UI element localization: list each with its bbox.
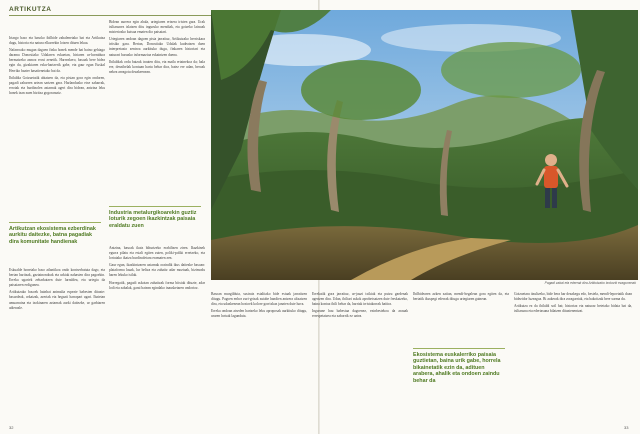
pull-quote: Industria metalurgikoarekin guztiz loturik zegoen ikazkintzak paisaia eraldatu zuen — [109, 206, 201, 229]
page-number: 33 — [624, 425, 629, 430]
paragraph: Basoan murgilduta, sustraiz estalitako bide estuak jarraitzen ditugu. Pagoen enbor zuri-grisak zutabe handien antzera altxatzen dira, eta udazkenean hostoek kolore gorrixkaz janzten dute lurra. — [211, 292, 307, 307]
paragraph: Eskualde honetako baso atlantikoa ondo kontserbatuta dago, eta bertan haritzak, gaztainondoak eta urkiak nahasten dira pagoekin. Erreka ugariek zeharkatzen dute lurraldea, eta urtegia da paisaiaren erdigunea. — [9, 268, 105, 288]
paragraph: Artikutza ez da ibilaldi soil bat; historiaz eta naturaz betetako bidaia bat da, isiltasuna eta edertasuna bilatzen dituztenentzat. — [514, 304, 632, 314]
paragraph: Erreka ondoan atseden hartzeko leku aproposak aurkituko ditugu, uraren hotsak lagunduta. — [211, 309, 307, 319]
body-column — [109, 246, 205, 418]
pull-quote: Ekosistema euskalerriko paisaia guztietan, baina urik gabe, horrela bikainetatik ezin da, adituen arabera, ahalik eta ondoen zaindu behar da — [413, 348, 505, 384]
landscape-photo — [211, 10, 638, 280]
body-column — [514, 292, 632, 420]
paragraph: Bidean aurrera egin ahala, urtegiaren ertzera iristen gara. Urak isiltasunez islatzen ditu inguruko mendiak, eta goizeko lainoak misteriozko kutsua ematen dio paisaiari. — [109, 20, 205, 35]
page-number: 32 — [9, 425, 14, 430]
paragraph: Ibilbidearen azken zatian, mendi-hegalean gora egiten da, eta bertatik ikuspegi ederrak ditugu urtegiaren gainean. — [413, 292, 509, 302]
paragraph: Errekatik gora jarraituz, ur-jauzi txikiak eta putzu gardenak agertzen dira. Udan, ibiltari askok aprobetxatzen dute freskatzeko, baina kontuz ibili behar da, harriak irristakorrak baitira. — [312, 292, 408, 307]
photo-caption: Pagadi zabal eta ederrak dira Artikutzako txokorik ezagunenak — [544, 281, 636, 285]
body-column — [9, 268, 105, 418]
paragraph: Ibilaldia Goizuetatik abiatzen da, eta pistan gora egin ondoren, pagadi zaharren artean sartzen gara. Harlanduzko etxe zaharrak, errotak eta burdinolen aztarnak ageri dira bidean, antzina leku honek izan zuen bizitza gogoraraziz. — [9, 75, 105, 95]
lead-column — [9, 36, 105, 216]
paragraph: Urtegiaren ondoan dagoen pista jarraituz, Artikutzako herrixkara iritsiko gara. Bertan, Donostiako Udalak kudeatzen duen interpretazio zentroa aurkituko dugu, finkaren historiari eta naturari buruzko informazioa eskaintzen duena. — [109, 37, 205, 57]
section-label: ARTIKUTZA — [9, 6, 52, 13]
pull-quote: Artikutzan ekosistema ezberdinak aurkitu daitezke, batna pagadiak dira komunitate handienak — [9, 222, 101, 245]
body-column — [211, 292, 307, 420]
paragraph: Gaur egun, ikazkintzaren aztarnak oraindik ikus daitezke basoan: plataforma lauak, lur beltza eta zuhaitz adar moztuak, bizimodu haren lekuko isilak. — [109, 263, 205, 278]
body-column — [109, 20, 205, 200]
body-column — [312, 292, 408, 420]
paragraph: Goizuetara itzultzeko, bide bera har dezakegu edo, bestela, mendi-lepoetatik doan bidezidor luzeagoa. Bi aukerak dira zoragarriak, eta bakoitzak bere xarma du. — [514, 292, 632, 302]
paragraph: Ingurune hau babestua dagoenez, ezinbestekoa da arauak errespetatzea eta zaborrik ez uztea. — [312, 309, 408, 319]
paragraph: Horregatik, pagadi askotan zuhaitzak forma bitxiak dituzte, adar lodi eta zabalak, garai batean egindako inausketaren ondorioz. — [109, 280, 205, 290]
paragraph: Iriargo baso eta basoko ibilbide zabalenetako bat eta Artikutza dugu, historia eta natura elkarrekin lotzen dituen lekua. — [9, 36, 105, 46]
paragraph: Artikutzako basoek hainbat animalia espezie babesten dituzte: basurdeak, orkatzak, azeriak eta hegazti harrapari ugari. Ibaietan amuarraina eta izokinaren aztarnak aurki daitezke, ur garbiaren adierazle. — [9, 290, 105, 310]
paragraph: Ibilaldiak ordu batzuk irauten ditu, eta maila ertainekoa da; hala ere, desnibelak kontuan hartu behar dira, batez ere udan, beroak nekea areagotu dezakeenean. — [109, 59, 205, 74]
forest-hiker-illustration — [211, 10, 638, 280]
paragraph: Antzina, basoak ikatz bihurtzeko erabiltzen ziren. Ikazkinek egurra pilatu eta estali egiten zuten, poliki-poliki erretzeko, eta lortutako ikatza burdinoletara eramaten zen. — [109, 246, 205, 261]
paragraph: Nafarroako mugan dagoen finka honek mende bat baino gehiago darama Donostiako Udalaren eskuetan, hiriaren ur-hornidura bermatzeko asmoz erosi zenetik. Harrezkero, basoak bere bidea egin du, gizakiaren esku-hartzerik gabe, eta gaur egun Euskal Herriko bazter basatienetako bat da. — [9, 48, 105, 73]
